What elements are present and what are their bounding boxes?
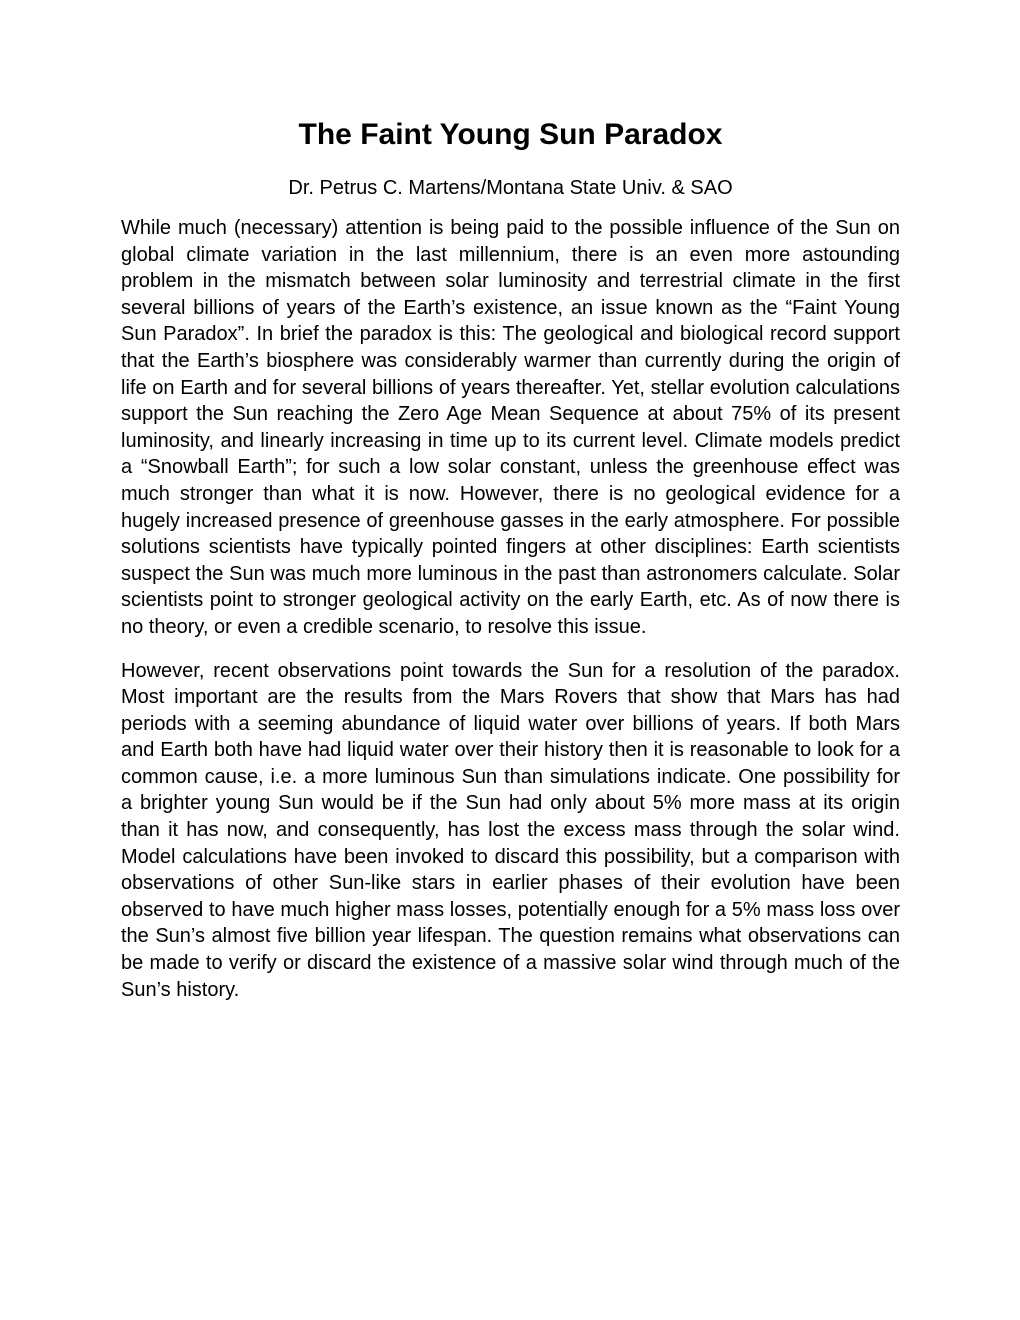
document-content <box>121 117 900 1003</box>
byline: Dr. Petrus C. Martens/Montana State Univ. & SAO <box>288 177 733 199</box>
body-paragraph-1: While much (necessary) attention is being paid to the possible influence of the Sun on global climate variation in the last millennium, there is an even more astounding problem in the mismatch between solar luminosity and terrestrial climate in the first several billions of years of the Earth’s existence, an issue known as the “Faint Young Sun Paradox”. In brief the paradox is this: The geological and biological record support that the Earth’s biosphere was considerably warmer than currently during the origin of life on Earth and for several billions of years thereafter. Yet, stellar evolution calculations support the Sun reaching the Zero Age Mean Sequence at about 75% of its present luminosity, and linearly increasing in time up to its current level. Climate models predict a “Snowball Earth”; for such a low solar constant, unless the greenhouse effect was much stronger than what it is now. However, there is no geological evidence for a hugely increased presence of greenhouse gasses in the early atmosphere. For possible solutions scientists have typically pointed fingers at other disciplines: Earth scientists suspect the Sun was much more luminous in the past than astronomers calculate. Solar scientists point to stronger geological activity on the early Earth, etc. As of now there is no theory, or even a credible scenario, to resolve this issue. <box>121 217 900 638</box>
body-paragraph-2: However, recent observations point towards the Sun for a resolution of the paradox. Most important are the results from the Mars Rovers that show that Mars has had periods with a seeming abundance of liquid water over billions of years. If both Mars and Earth both have had liquid water over their history then it is reasonable to look for a common cause, i.e. a more luminous Sun than simulations indicate. One possibility for a brighter young Sun would be if the Sun had only about 5% more mass at its origin than it has now, and consequently, has lost the excess mass through the solar wind. Model calculations have been invoked to discard this possibility, but a comparison with observations of other Sun-like stars in earlier phases of their evolution have been observed to have much higher mass losses, potentially enough for a 5% mass loss over the Sun’s almost five billion year lifespan. The question remains what observations can be made to verify or discard the existence of a massive solar wind through much of the Sun’s history. <box>121 659 900 1001</box>
document-title: The Faint Young Sun Paradox <box>298 118 723 151</box>
